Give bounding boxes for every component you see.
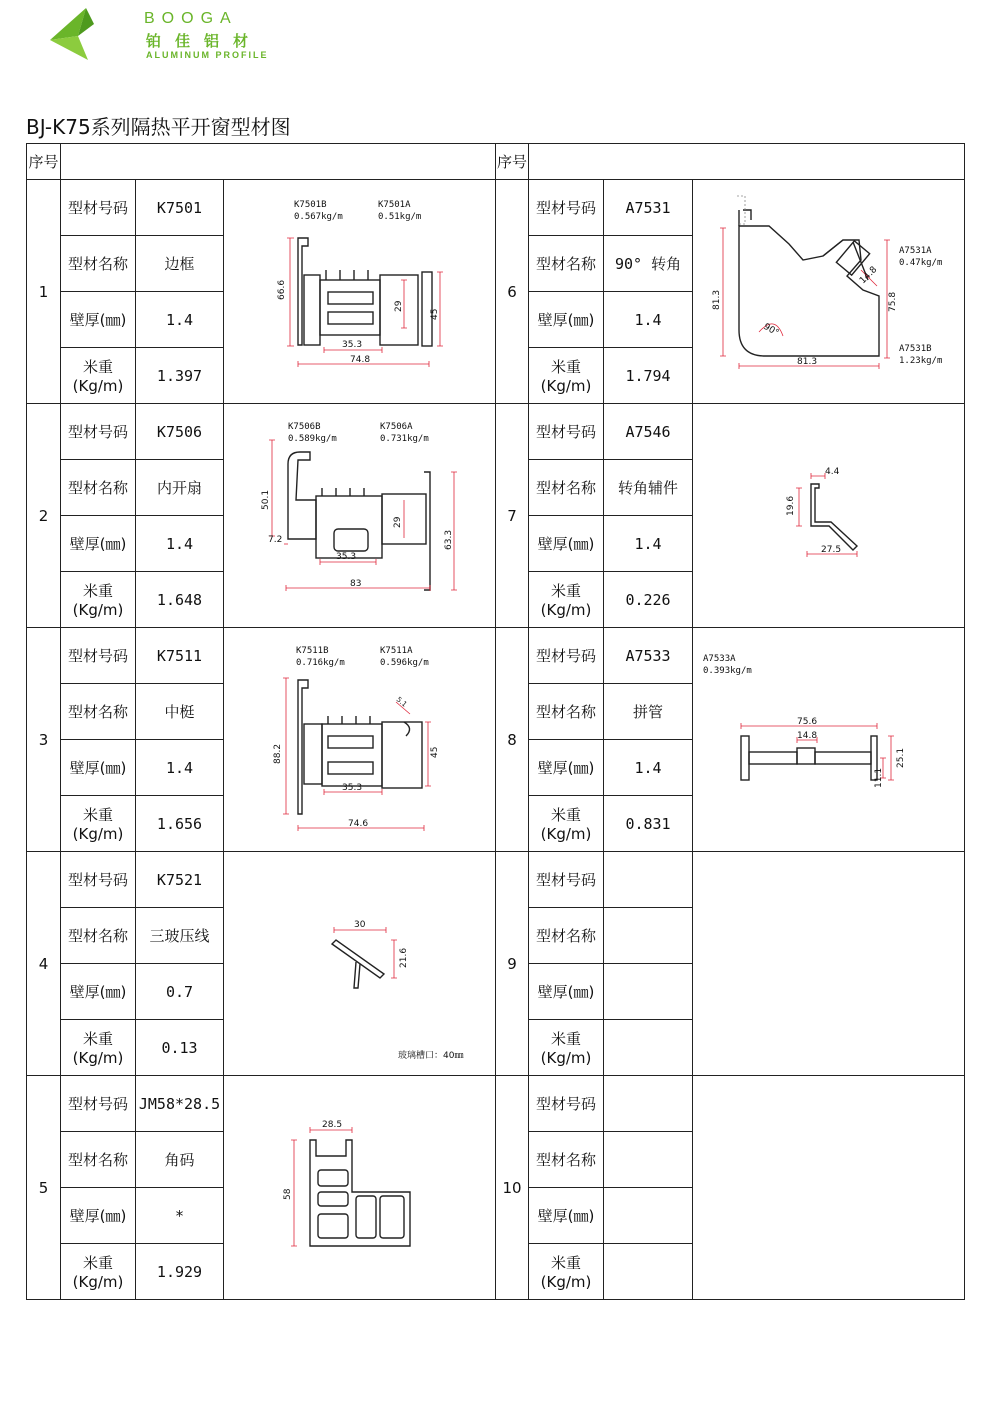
item-code (604, 852, 693, 908)
a7531-section (693, 180, 965, 402)
item-number: 8 (496, 628, 529, 852)
svg-text:14.8: 14.8 (858, 264, 880, 287)
label-name: 型材名称 (61, 1132, 136, 1188)
item-number: 2 (27, 404, 61, 628)
label-weight: 米重 (Kg/m) (61, 572, 136, 628)
label-thickness: 壁厚(㎜) (61, 516, 136, 572)
booga-leaf-icon (48, 6, 98, 64)
seq-header-left: 序号 (27, 144, 61, 180)
label-code: 型材号码 (61, 1076, 136, 1132)
profile-drawing-k7501: K7501B 0.567kg/m K7501A 0.51kg/m 66.6 29 45 35.3 74.8 (224, 180, 496, 404)
item-number: 5 (27, 1076, 61, 1300)
item-code: K7506 (136, 404, 224, 460)
profile-drawing-a7546 (693, 404, 965, 628)
svg-text:45: 45 (430, 308, 440, 320)
svg-text:58: 58 (283, 1188, 293, 1200)
svg-text:25.1: 25.1 (896, 747, 907, 768)
svg-text:63.3: 63.3 (444, 529, 454, 550)
svg-text:90°: 90° (761, 321, 781, 339)
label-weight: 米重 (Kg/m) (529, 1244, 604, 1300)
item-code: A7546 (604, 404, 693, 460)
item-thickness: 1.4 (136, 740, 224, 796)
svg-text:75.8: 75.8 (888, 291, 899, 312)
label-name: 型材名称 (61, 684, 136, 740)
item-weight (604, 1244, 693, 1300)
svg-text:28.5: 28.5 (322, 1120, 343, 1130)
svg-text:81.3: 81.3 (797, 357, 818, 367)
brand-name-cn: 铂佳铝材 (146, 32, 263, 50)
item-thickness (604, 1188, 693, 1244)
label-code: 型材号码 (529, 1076, 604, 1132)
svg-text:4.4: 4.4 (825, 467, 840, 477)
item-code: K7521 (136, 852, 224, 908)
profile-drawing-k7521: 玻璃槽口：40㎜ 30 21.6 (224, 852, 496, 1076)
profile-drawing-empty (693, 852, 965, 1076)
item-name: 拼管 (604, 684, 693, 740)
label-name: 型材名称 (529, 236, 604, 292)
item-number: 10 (496, 1076, 529, 1300)
table-row (27, 852, 965, 908)
jm58-section (224, 1076, 496, 1298)
item-thickness: 0.7 (136, 964, 224, 1020)
profile-drawing-a7533: A7533A 0.393kg/m 75.6 14.8 25.1 11.1 (693, 628, 965, 852)
brand-logo (48, 6, 278, 64)
item-weight: 1.794 (604, 348, 693, 404)
k7506-section (224, 404, 496, 626)
label-code: 型材号码 (529, 404, 604, 460)
svg-text:29: 29 (394, 300, 404, 312)
item-thickness: 1.4 (136, 292, 224, 348)
svg-text:74.6: 74.6 (348, 819, 369, 829)
item-name: 内开扇 (136, 460, 224, 516)
label-weight: 米重 (Kg/m) (529, 572, 604, 628)
profile-drawing-a7531: A7531A 0.47kg/m A7531B 1.23kg/m 81.3 14.8 75.8 90° 81.3 (693, 180, 965, 404)
label-thickness: 壁厚(㎜) (61, 292, 136, 348)
label-weight: 米重 (Kg/m) (529, 796, 604, 852)
item-weight: 0.13 (136, 1020, 224, 1076)
label-weight: 米重 (Kg/m) (529, 1020, 604, 1076)
item-name (604, 1132, 693, 1188)
label-code: 型材号码 (61, 628, 136, 684)
item-name: 边框 (136, 236, 224, 292)
label-name: 型材名称 (529, 1132, 604, 1188)
label-code: 型材号码 (61, 180, 136, 236)
k7521-section (224, 852, 496, 1074)
label-thickness: 壁厚(㎜) (529, 1188, 604, 1244)
item-thickness: 1.4 (604, 516, 693, 572)
label-name: 型材名称 (529, 460, 604, 516)
svg-text:88.2: 88.2 (273, 743, 283, 764)
profile-drawing-empty (693, 1076, 965, 1300)
item-number: 6 (496, 180, 529, 404)
label-thickness: 壁厚(㎜) (61, 1188, 136, 1244)
profile-drawing-k7506: K7506B 0.589kg/m K7506A 0.731kg/m 50.1 29 63.3 7.2 35.3 83 (224, 404, 496, 628)
item-weight: 1.648 (136, 572, 224, 628)
item-name: 转角辅件 (604, 460, 693, 516)
item-code: JM58*28.5 (136, 1076, 224, 1132)
item-name: 90° 转角 (604, 236, 693, 292)
table-row (27, 1076, 965, 1132)
table-row (27, 404, 965, 460)
brand-name-en: BOOGA (144, 10, 238, 27)
label-weight: 米重 (Kg/m) (61, 796, 136, 852)
label-name: 型材名称 (61, 908, 136, 964)
table-row (27, 628, 965, 684)
svg-text:66.6: 66.6 (277, 279, 287, 300)
item-name (604, 908, 693, 964)
profile-drawing-k7511: K7511B 0.716kg/m K7511A 0.596kg/m 88.2 45 35.3 74.6 5.1 (224, 628, 496, 852)
item-name: 中梃 (136, 684, 224, 740)
svg-text:5.1: 5.1 (394, 695, 409, 709)
header-row (27, 144, 965, 180)
svg-text:83: 83 (350, 579, 362, 589)
svg-text:75.6: 75.6 (797, 717, 818, 727)
label-thickness: 壁厚(㎜) (529, 740, 604, 796)
item-weight: 0.831 (604, 796, 693, 852)
label-weight: 米重 (Kg/m) (61, 348, 136, 404)
svg-text:74.8: 74.8 (350, 355, 371, 365)
label-name: 型材名称 (529, 908, 604, 964)
item-thickness: 1.4 (136, 516, 224, 572)
item-code: A7531 (604, 180, 693, 236)
svg-text:14.8: 14.8 (797, 731, 818, 741)
item-code: K7511 (136, 628, 224, 684)
item-thickness: * (136, 1188, 224, 1244)
svg-text:27.5: 27.5 (821, 545, 842, 555)
seq-header-right: 序号 (496, 144, 529, 180)
label-weight: 米重 (Kg/m) (529, 348, 604, 404)
label-code: 型材号码 (529, 628, 604, 684)
item-thickness (604, 964, 693, 1020)
svg-text:35.3: 35.3 (336, 552, 357, 562)
item-weight: 0.226 (604, 572, 693, 628)
table-row (27, 180, 965, 236)
item-number: 1 (27, 180, 61, 404)
label-name: 型材名称 (529, 684, 604, 740)
label-name: 型材名称 (61, 460, 136, 516)
item-weight: 1.397 (136, 348, 224, 404)
label-thickness: 壁厚(㎜) (61, 740, 136, 796)
profile-drawing-jm58 (224, 1076, 496, 1300)
label-code: 型材号码 (529, 180, 604, 236)
label-weight: 米重 (Kg/m) (61, 1020, 136, 1076)
k7501-section (224, 180, 496, 402)
svg-text:50.1: 50.1 (261, 489, 271, 510)
item-name: 角码 (136, 1132, 224, 1188)
item-thickness: 1.4 (604, 292, 693, 348)
item-thickness: 1.4 (604, 740, 693, 796)
svg-text:45: 45 (430, 746, 440, 758)
label-name: 型材名称 (61, 236, 136, 292)
document-title: BJ-K75系列隔热平开窗型材图 (26, 115, 291, 139)
brand-subtitle: ALUMINUM PROFILE (146, 50, 269, 60)
svg-text:19.6: 19.6 (786, 495, 797, 516)
item-number: 7 (496, 404, 529, 628)
svg-text:81.3: 81.3 (712, 289, 723, 310)
item-number: 9 (496, 852, 529, 1076)
label-weight: 米重 (Kg/m) (61, 1244, 136, 1300)
a7546-section (693, 404, 965, 626)
svg-text:30: 30 (354, 920, 366, 930)
item-code (604, 1076, 693, 1132)
svg-text:35.3: 35.3 (342, 340, 363, 350)
svg-text:29: 29 (393, 516, 403, 528)
item-code: A7533 (604, 628, 693, 684)
svg-text:21.6: 21.6 (399, 947, 409, 968)
label-thickness: 壁厚(㎜) (529, 292, 604, 348)
item-name: 三玻压线 (136, 908, 224, 964)
k7511-section (224, 628, 496, 850)
label-thickness: 壁厚(㎜) (529, 516, 604, 572)
label-code: 型材号码 (61, 404, 136, 460)
item-code: K7501 (136, 180, 224, 236)
svg-text:7.2: 7.2 (268, 535, 283, 545)
item-weight: 1.656 (136, 796, 224, 852)
label-thickness: 壁厚(㎜) (529, 964, 604, 1020)
item-weight (604, 1020, 693, 1076)
svg-text:35.3: 35.3 (342, 783, 363, 793)
item-number: 3 (27, 628, 61, 852)
label-thickness: 壁厚(㎜) (61, 964, 136, 1020)
label-code: 型材号码 (61, 852, 136, 908)
a7533-section (693, 628, 965, 850)
profile-table (26, 143, 965, 1300)
label-code: 型材号码 (529, 852, 604, 908)
item-weight: 1.929 (136, 1244, 224, 1300)
svg-text:11.1: 11.1 (874, 767, 885, 788)
item-number: 4 (27, 852, 61, 1076)
